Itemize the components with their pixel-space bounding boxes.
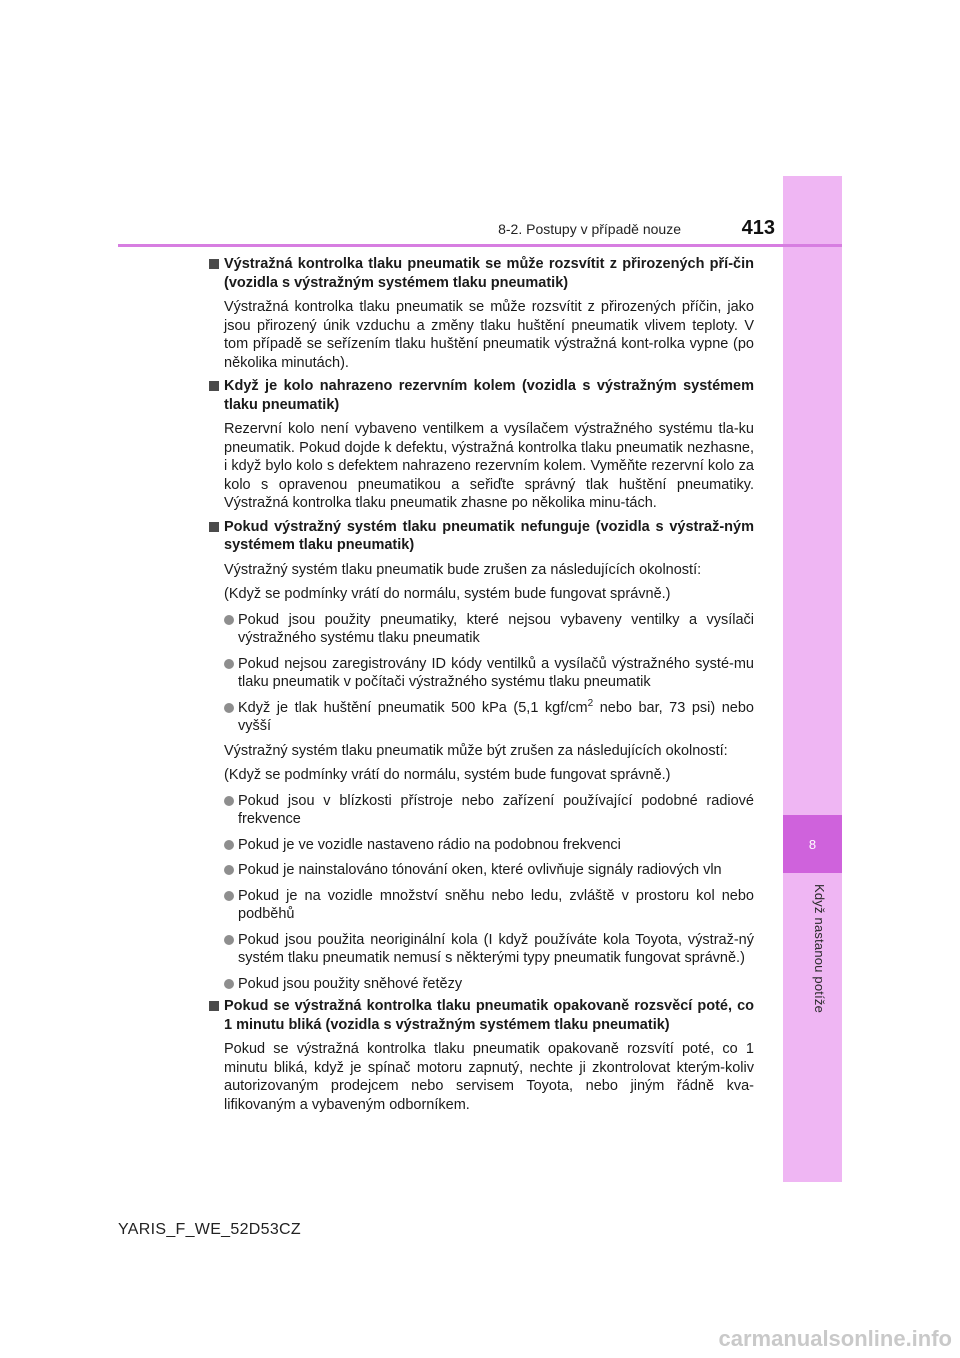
section-heading: [209, 997, 754, 1034]
list-item-text: Pokud je ve vozidle nastaveno rádio na podobnou frekvenci: [238, 836, 621, 853]
list-item-text: Pokud je nainstalováno tónování oken, které ovlivňuje signály radiových vln: [238, 862, 722, 878]
chapter-title: Když nastanou potíže: [812, 884, 827, 1014]
paragraph: Rezervní kolo není vybaveno ventilkem a vysílačem výstražného systému tla-ku pneumatik. Pokud dojde k defektu, výstražná kontrolka tlaku pneumatik nezhasne, i když bylo kolo s defektem nahrazeno rezervním kolem. Vyměňte rezervní kolo za kolo s opravenou pneumatikou a seřiďte správný tlak huštění pneumatiky. Výstražná kontrolka tlaku pneumatik zhasne po několika minu-tách.: [224, 421, 754, 511]
page-number: 413: [741, 217, 775, 239]
document-code: YARIS_F_WE_52D53CZ: [118, 1221, 301, 1238]
list-item-text: Pokud nejsou zaregistrovány ID kódy ventilků a vysílačů výstražného systé-mu tlaku pneumatik v počítači výstražného systému tlaku pneumatik: [238, 655, 754, 690]
square-bullet-icon: [209, 259, 219, 269]
list-item-text-end: nebo bar, 73 psi) nebo vyšší: [238, 699, 754, 734]
paragraph: (Když se podmínky vrátí do normálu, systém bude fungovat správně.): [224, 767, 671, 783]
list-item-text-start: Když je tlak huštění pneumatik 500 kPa (5,1 kgf/cm: [238, 699, 588, 716]
list-item: [209, 699, 754, 736]
list-item-text: Pokud jsou použita neoriginální kola (I když používáte kola Toyota, výstraž-ný systém tlaku pneumatik nemusí s některými typy pneumatik fungovat správně.): [238, 931, 754, 966]
site-watermark: carmanualsonline.info: [718, 1326, 952, 1351]
list-item: [209, 792, 754, 829]
list-item-text: Pokud jsou použity sněhové řetězy: [238, 975, 463, 992]
paragraph: Výstražná kontrolka tlaku pneumatik se může rozsvítit z přirozených příčin, jako jsou přirozený únik vzduchu a změny tlaku huštění pneumatik vlivem teploty. V tom případě se seřízením tlaku huštění pneumatik výstražná kont-rolka vypne (po několika minutách).: [224, 299, 754, 371]
header-rule: [118, 244, 842, 247]
paragraph: Výstražný systém tlaku pneumatik bude zrušen za následujících okolností:: [224, 561, 702, 578]
list-item: [209, 611, 754, 648]
circle-bullet-icon: [224, 703, 234, 713]
circle-bullet-icon: [224, 865, 234, 875]
heading-text: Výstražná kontrolka tlaku pneumatik se může rozsvítit z přirozených pří-čin (vozidla s výstražným systémem tlaku pneumatik): [224, 256, 754, 291]
section-heading: [209, 255, 754, 292]
square-bullet-icon: [209, 1001, 219, 1011]
circle-bullet-icon: [224, 659, 234, 669]
list-item: [209, 887, 754, 924]
list-item-text: Pokud je na vozidle množství sněhu nebo ledu, zvláště v prostoru kol nebo podběhů: [238, 887, 754, 922]
chapter-side-band: [783, 176, 842, 1182]
circle-bullet-icon: [224, 615, 234, 625]
heading-text: Když je kolo nahrazeno rezervním kolem (vozidla s výstražným systémem tlaku pneumatik): [224, 378, 754, 413]
paragraph: Výstražný systém tlaku pneumatik může být zrušen za následujících okolností:: [224, 742, 728, 759]
square-bullet-icon: [209, 522, 219, 532]
circle-bullet-icon: [224, 935, 234, 945]
list-item: [209, 836, 754, 855]
section-heading: [209, 377, 754, 414]
paragraph: (Když se podmínky vrátí do normálu, systém bude fungovat správně.): [224, 586, 671, 602]
circle-bullet-icon: [224, 979, 234, 989]
list-item-text: Pokud jsou použity pneumatiky, které nejsou vybaveny ventilky a vysílači výstražného systému tlaku pneumatik: [238, 611, 754, 646]
superscript: 2: [587, 697, 594, 709]
section-title: 8-2. Postupy v případě nouze: [498, 221, 681, 237]
circle-bullet-icon: [224, 840, 234, 850]
square-bullet-icon: [209, 381, 219, 391]
heading-text: Pokud výstražný systém tlaku pneumatik nefunguje (vozidla s výstraž-ným systémem tlaku pneumatik): [224, 518, 754, 553]
list-item-text: Pokud jsou v blízkosti přístroje nebo zařízení používající podobné radiové frekvence: [238, 792, 754, 827]
page-content: [209, 252, 754, 1119]
list-item: [209, 975, 754, 994]
section-heading: [209, 518, 754, 555]
paragraph: Pokud se výstražná kontrolka tlaku pneumatik opakovaně rozsvítí poté, co 1 minutu bliká, když je spínač motoru zapnutý, nechte ji zkontrolovat kterým-koliv autorizovaným prodejcem nebo servisem Toyota, nebo jiným řádně kva-lifikovaným a vybaveným odborníkem.: [224, 1041, 754, 1113]
list-item: [209, 861, 754, 880]
chapter-number: 8: [808, 836, 817, 852]
list-item: [209, 655, 754, 692]
circle-bullet-icon: [224, 891, 234, 901]
circle-bullet-icon: [224, 796, 234, 806]
list-item: [209, 931, 754, 968]
chapter-number-tab: [783, 815, 842, 873]
heading-text: Pokud se výstražná kontrolka tlaku pneumatik opakovaně rozsvěcí poté, co 1 minutu bliká (vozidla s výstražným systémem tlaku pneumatik): [224, 998, 754, 1033]
